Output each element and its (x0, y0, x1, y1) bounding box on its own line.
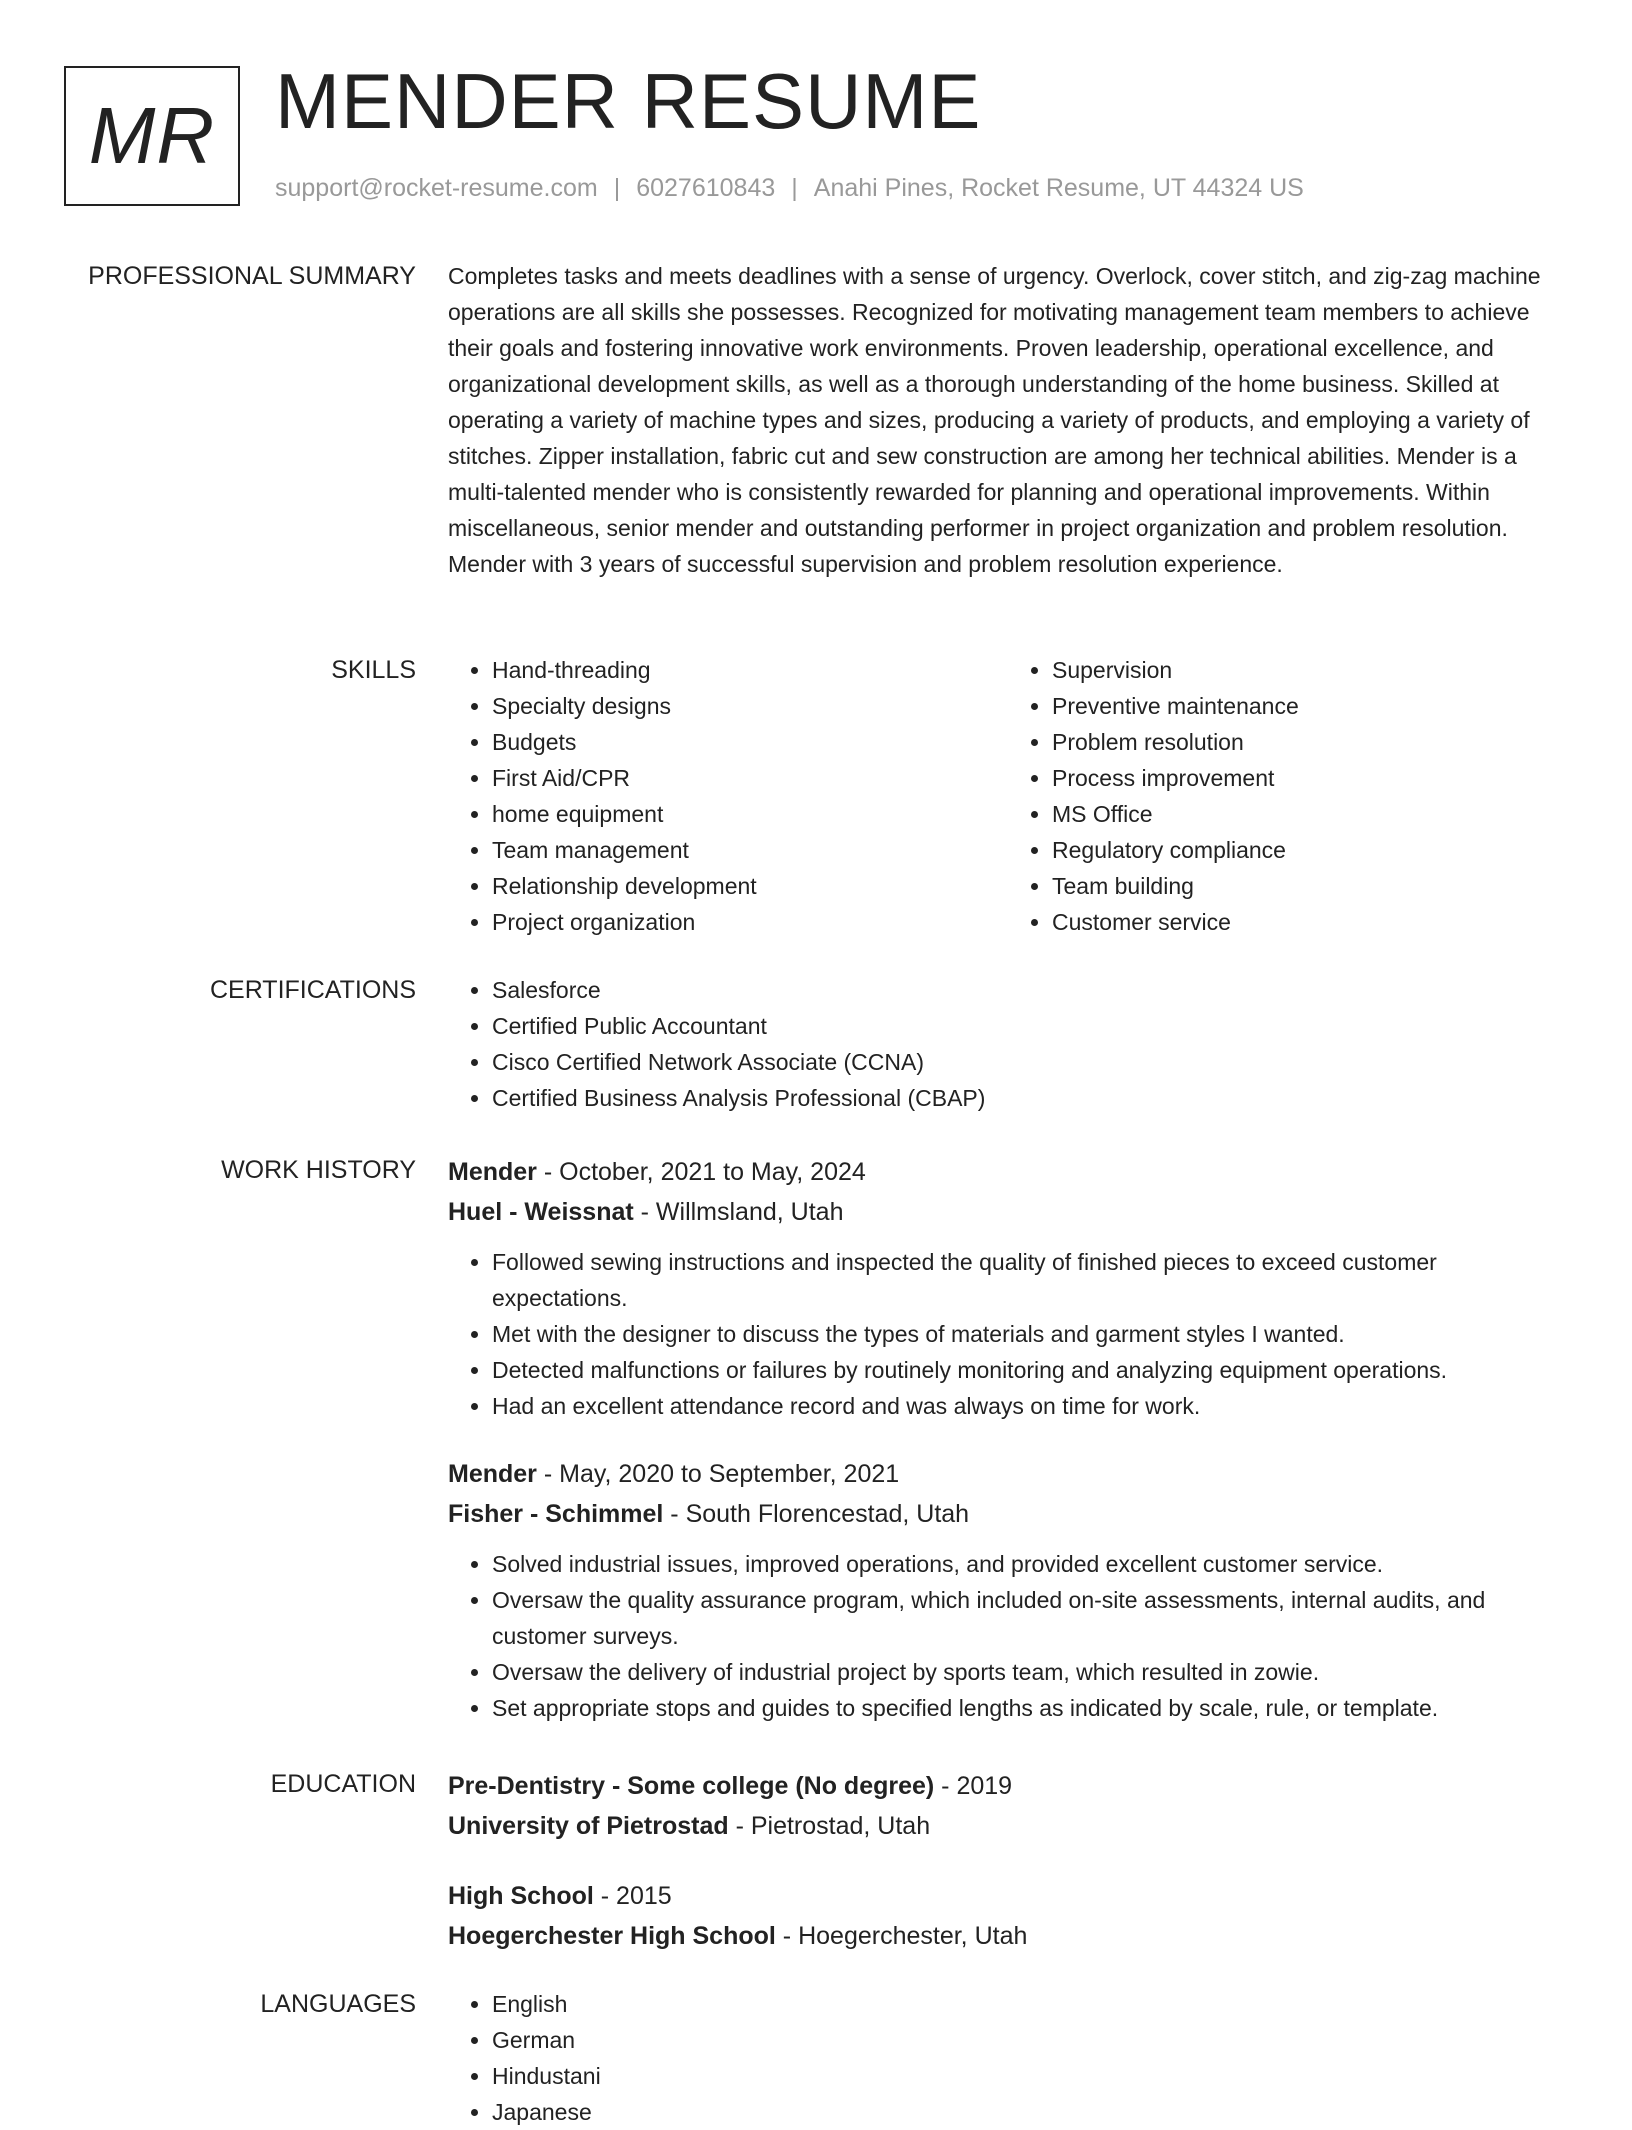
language-item: • German (492, 2022, 1568, 2058)
certification-item: • Certified Public Accountant (492, 1008, 1568, 1044)
job-bullets (448, 1546, 1568, 1726)
job-title-line (448, 1454, 1568, 1494)
section-title-summary: PROFESSIONAL SUMMARY (88, 262, 416, 290)
education-year: - 2015 (593, 1882, 672, 1910)
education-school: University of Pietrostad (448, 1812, 729, 1840)
job-role: Mender (448, 1158, 537, 1186)
section-title-certifications: CERTIFICATIONS (209, 976, 416, 1004)
skill-item: • Hand-threading (492, 652, 1008, 688)
skill-item: • MS Office (1052, 796, 1568, 832)
section-title-work-history: WORK HISTORY (221, 1156, 416, 1184)
initials-monogram (64, 66, 240, 206)
skill-item: • Budgets (492, 724, 1008, 760)
job-bullet: • Set appropriate stops and guides to specified lengths as indicated by scale, rule, or template. (492, 1690, 1568, 1726)
language-item: • English (492, 1986, 1568, 2022)
skill-item: • Customer service (1052, 904, 1568, 940)
contact-line (275, 174, 1304, 203)
languages-list (448, 1986, 1568, 2130)
contact-address: Anahi Pines, Rocket Resume, UT 44324 US (813, 174, 1304, 202)
job-bullet: • Followed sewing instructions and inspected the quality of finished pieces to exceed customer expectations. (492, 1244, 1568, 1316)
job-company: Fisher - Schimmel (448, 1500, 664, 1528)
skill-item: • Regulatory compliance (1052, 832, 1568, 868)
languages-content (448, 1986, 1568, 2130)
education-content (448, 1766, 1568, 1986)
section-title-languages: LANGUAGES (260, 1990, 416, 2018)
education-school-line (448, 1916, 1568, 1956)
job-entry (448, 1454, 1568, 1726)
initials: MR (88, 91, 216, 180)
job-bullet: • Met with the designer to discuss the types of materials and garment styles I wanted. (492, 1316, 1568, 1352)
skill-item: • Team building (1052, 868, 1568, 904)
summary-content (448, 258, 1568, 582)
skill-item: • Team management (492, 832, 1008, 868)
skill-item: • home equipment (492, 796, 1008, 832)
job-dates: - May, 2020 to September, 2021 (536, 1460, 900, 1488)
education-school: Hoegerchester High School (448, 1922, 776, 1950)
skills-list-left (448, 652, 1008, 940)
education-year: - 2019 (934, 1772, 1013, 1800)
certification-item: • Certified Business Analysis Professional (CBAP) (492, 1080, 1568, 1116)
education-degree: Pre-Dentistry - Some college (No degree) (448, 1772, 935, 1800)
contact-separator: | (613, 174, 621, 202)
education-degree-line (448, 1766, 1568, 1806)
job-bullets (448, 1244, 1568, 1424)
job-title-line (448, 1152, 1568, 1192)
skill-item: • Supervision (1052, 652, 1568, 688)
education-degree: High School (448, 1882, 594, 1910)
skill-item: • Problem resolution (1052, 724, 1568, 760)
job-role: Mender (448, 1460, 537, 1488)
language-item: • Hindustani (492, 2058, 1568, 2094)
contact-email[interactable]: support@rocket-resume.com (275, 174, 598, 202)
skill-item: • Project organization (492, 904, 1008, 940)
contact-phone[interactable]: 6027610843 (636, 174, 776, 202)
skills-columns (448, 652, 1568, 940)
summary-text: Completes tasks and meets deadlines with a sense of urgency. Overlock, cover stitch, and zig-zag machine operations are all skills she possesses. Recognized for motivating management team members to achieve their goals and fostering innovative work environments. Proven leadership, operational excellence, and organizational development skills, as well as a thorough understanding of the home business. Skilled at operating a variety of machine types and sizes, producing a variety of products, and employing a variety of stitches. Zipper installation, fabric cut and sew construction are among her technical abilities. Mender is a multi-talented mender who is consistently rewarded for planning and operational improvements. Within miscellaneous, senior mender and outstanding performer in project organization and problem resolution. Mender with 3 years of successful supervision and problem resolution experience. (448, 263, 1541, 577)
job-company-line (448, 1494, 1568, 1534)
job-dates: - October, 2021 to May, 2024 (536, 1158, 866, 1186)
job-company-line (448, 1192, 1568, 1232)
education-school-line (448, 1806, 1568, 1846)
resume-name: MENDER RESUME (275, 57, 982, 145)
job-bullet: • Oversaw the delivery of industrial project by sports team, which resulted in zowie. (492, 1654, 1568, 1690)
job-bullet: • Had an excellent attendance record and was always on time for work. (492, 1388, 1568, 1424)
job-bullet: • Oversaw the quality assurance program, which included on-site assessments, internal audits, and customer surveys. (492, 1582, 1568, 1654)
contact-separator: | (791, 174, 798, 202)
skill-item: • Relationship development (492, 868, 1008, 904)
job-entry (448, 1152, 1568, 1424)
skill-item: • Specialty designs (492, 688, 1008, 724)
education-degree-line (448, 1876, 1568, 1916)
education-location: - Pietrostad, Utah (728, 1812, 931, 1840)
job-location: - South Florencestad, Utah (663, 1500, 970, 1528)
certifications-content (448, 972, 1568, 1116)
skills-list-right (1008, 652, 1568, 940)
skill-item: • Preventive maintenance (1052, 688, 1568, 724)
job-bullet: • Solved industrial issues, improved operations, and provided excellent customer service. (492, 1546, 1568, 1582)
certifications-list (448, 972, 1568, 1116)
section-title-skills: SKILLS (331, 656, 416, 684)
work-history-content (448, 1152, 1568, 1756)
skill-item: • First Aid/CPR (492, 760, 1008, 796)
certification-item: • Salesforce (492, 972, 1568, 1008)
education-entry (448, 1876, 1568, 1956)
certification-item: • Cisco Certified Network Associate (CCNA) (492, 1044, 1568, 1080)
section-title-education: EDUCATION (270, 1770, 416, 1798)
job-company: Huel - Weissnat (448, 1198, 634, 1226)
language-item: • Japanese (492, 2094, 1568, 2130)
skill-item: • Process improvement (1052, 760, 1568, 796)
education-entry (448, 1766, 1568, 1846)
education-location: - Hoegerchester, Utah (775, 1922, 1028, 1950)
job-bullet: • Detected malfunctions or failures by routinely monitoring and analyzing equipment operations. (492, 1352, 1568, 1388)
job-location: - Willmsland, Utah (633, 1198, 844, 1226)
